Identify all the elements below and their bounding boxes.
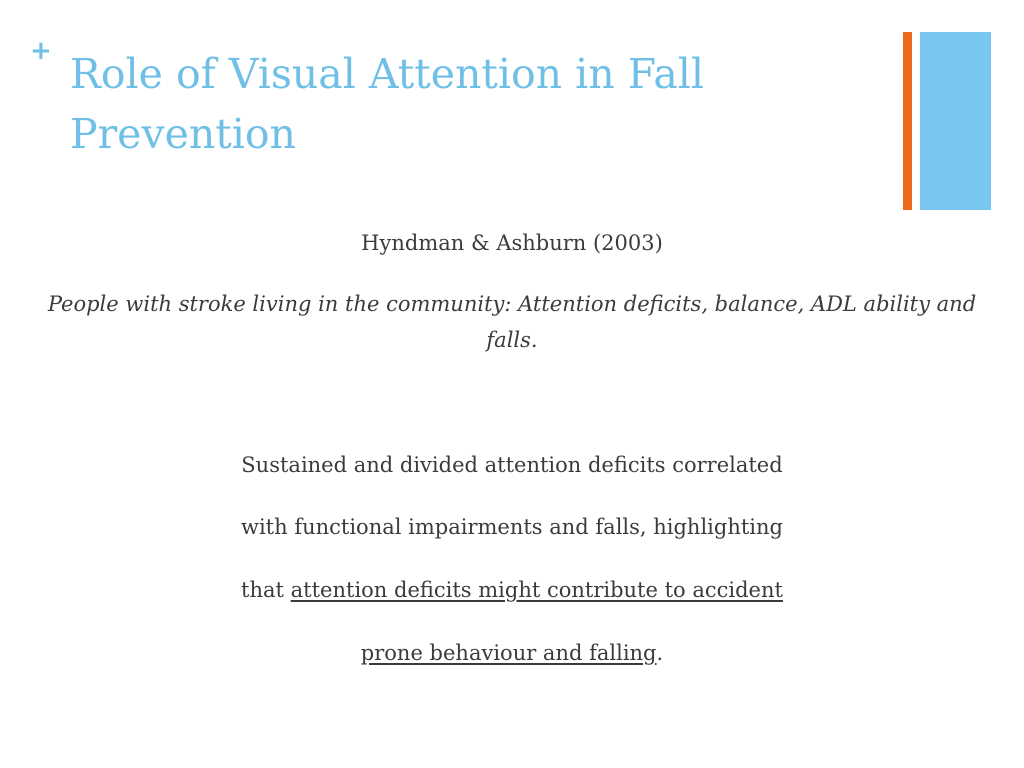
paper-title: People with stroke living in the community: Attention deficits, balance, ADL ability and falls.	[47, 292, 977, 352]
underlined-emphasis-2: prone behaviour and falling	[360, 641, 657, 665]
body-line-3	[40, 573, 984, 607]
citation: Hyndman & Ashburn (2003)	[361, 231, 663, 255]
underlined-emphasis-1: attention deficits might contribute to accident	[290, 578, 783, 602]
body-line-3-prefix: that	[241, 578, 291, 602]
body-line-2: with functional impairments and falls, highlighting	[240, 515, 783, 539]
decorative-blue-bar	[920, 32, 991, 210]
body-line-4	[40, 636, 984, 670]
decorative-orange-bar	[903, 32, 912, 210]
slide-title: Role of Visual Attention in Fall Prevention	[70, 50, 704, 158]
body-line-4-suffix: .	[656, 641, 664, 665]
plus-icon: +	[30, 36, 52, 66]
body-line-1: Sustained and divided attention deficits correlated	[241, 453, 783, 477]
